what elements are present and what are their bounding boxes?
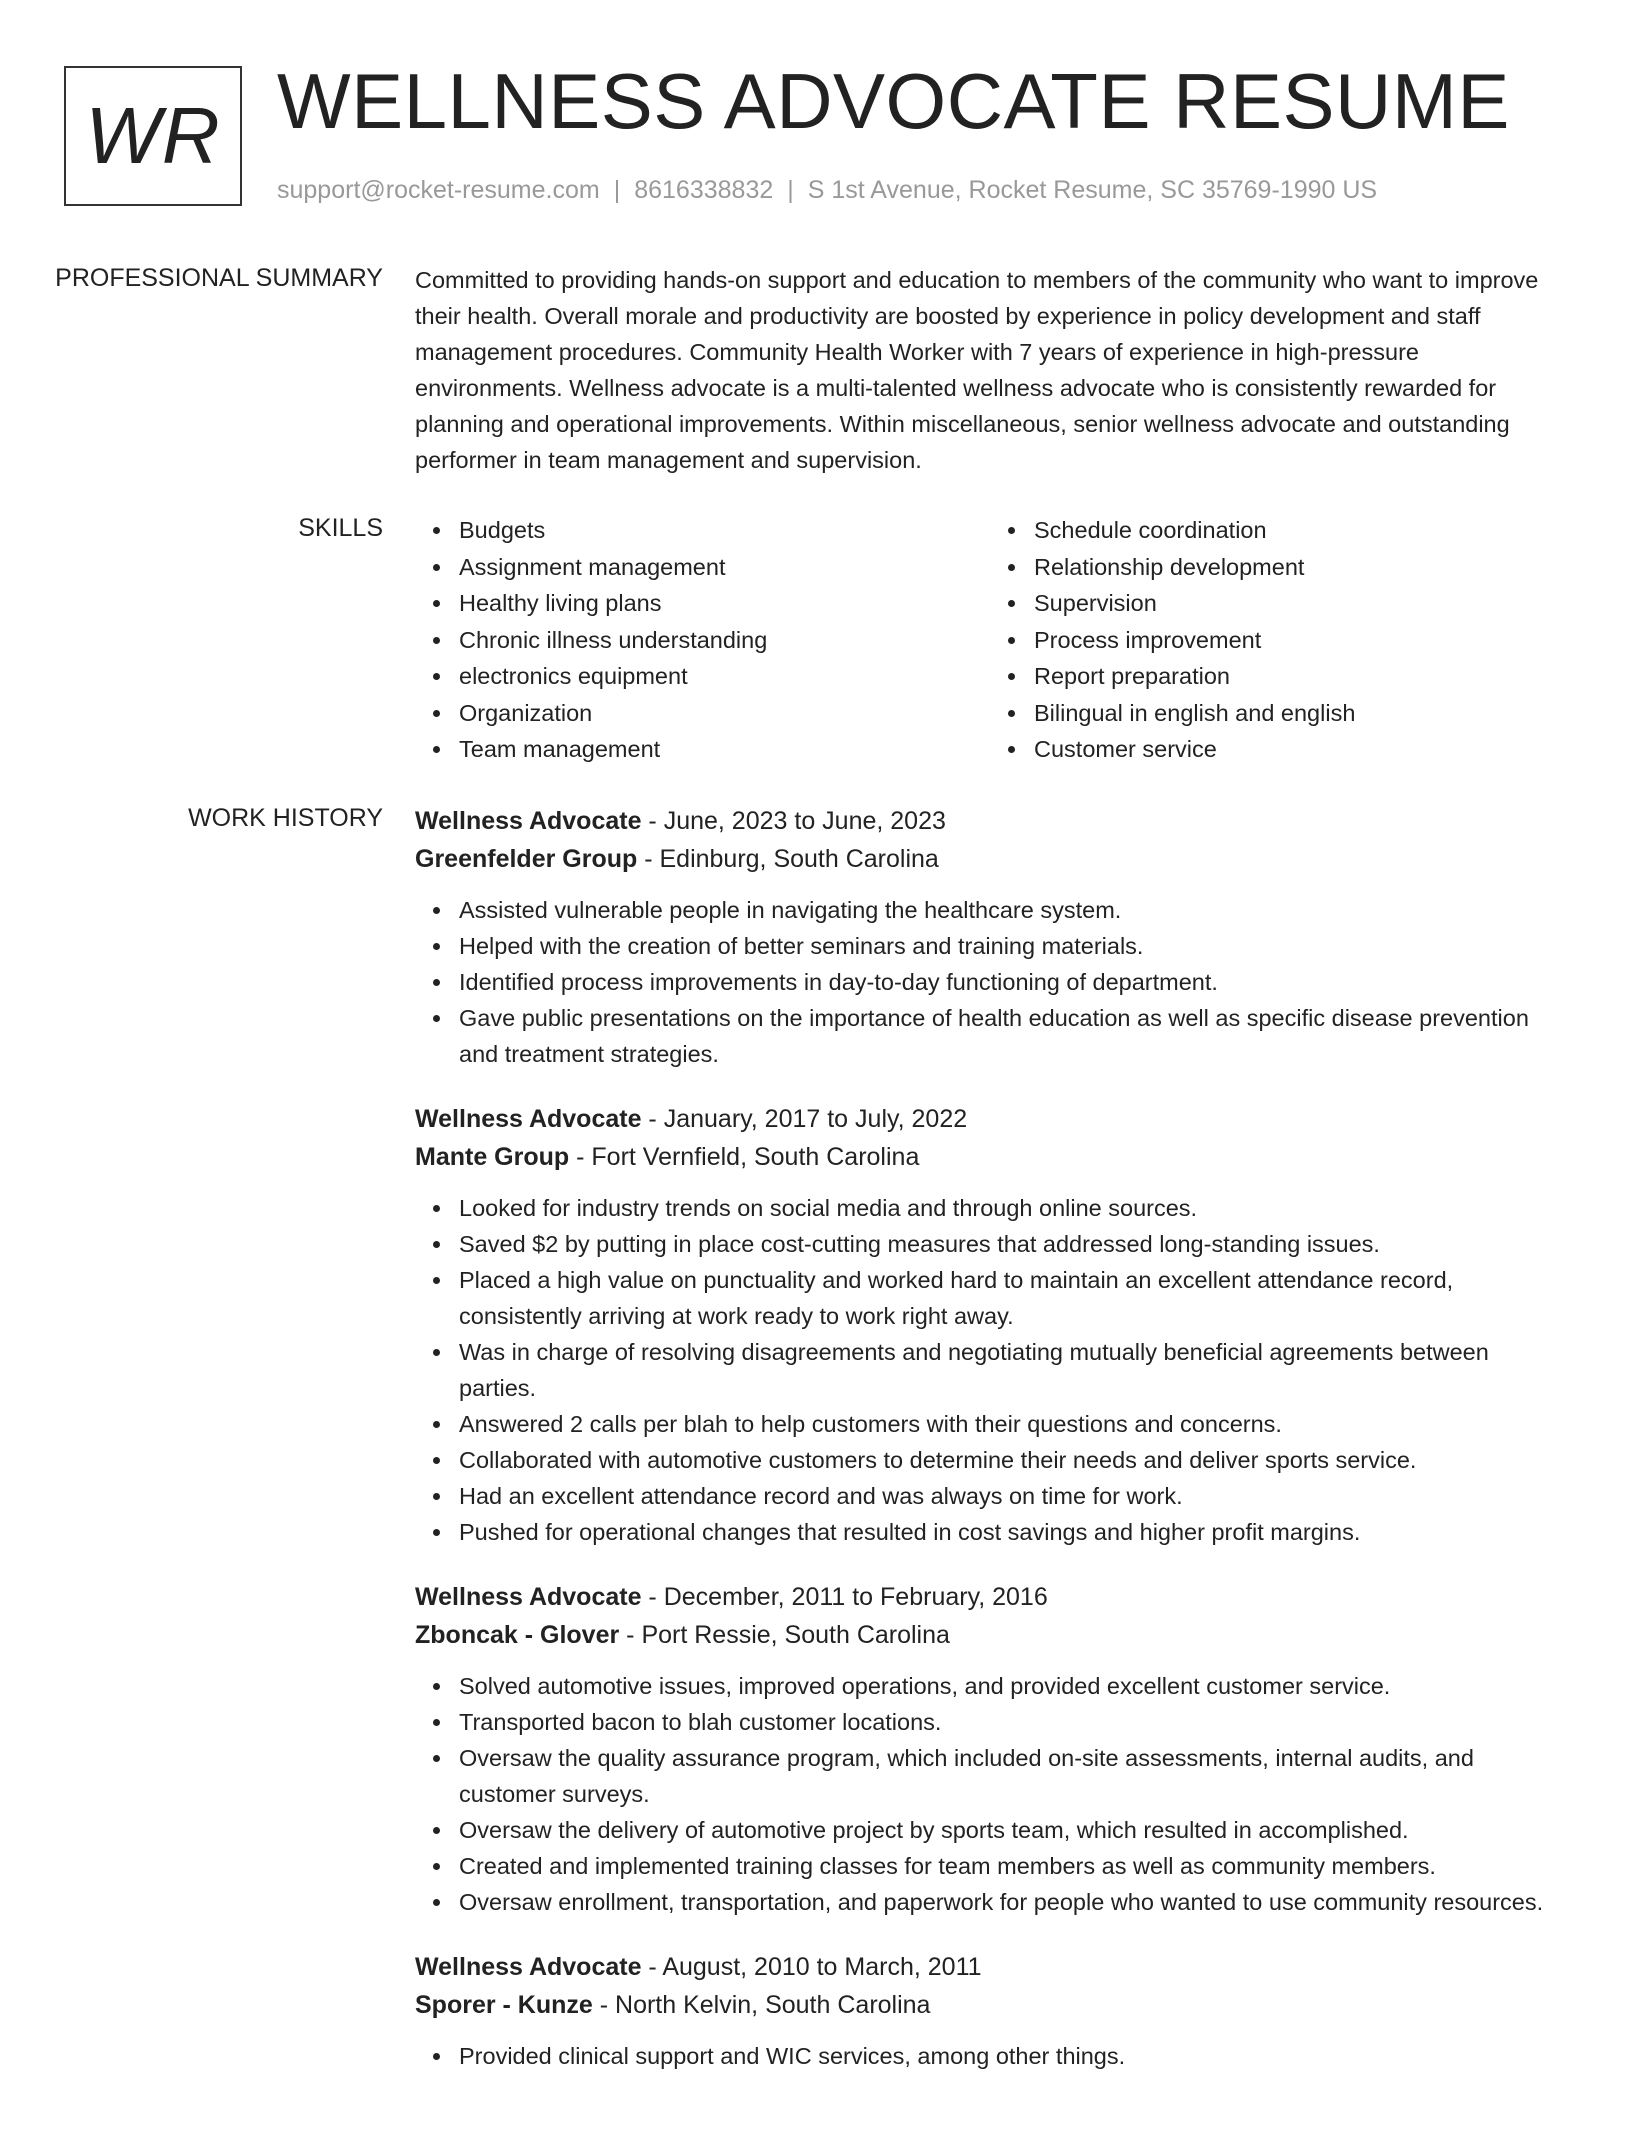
section-label-skills: SKILLS [298, 514, 383, 542]
skill-item: Process improvement [1034, 622, 1565, 659]
job-bullets [415, 1668, 1565, 1920]
job-company: Zboncak - Glover [415, 1620, 620, 1649]
skills-grid [415, 512, 1565, 768]
job-bullet: Assisted vulnerable people in navigating the healthcare system. [459, 892, 1565, 928]
job-bullets [415, 892, 1565, 1072]
job-bullet: Oversaw the delivery of automotive project by sports team, which resulted in accomplished. [459, 1812, 1565, 1848]
skill-item: Team management [459, 731, 990, 768]
job-dates: June, 2023 to June, 2023 [663, 806, 946, 835]
contact-address: S 1st Avenue, Rocket Resume, SC 35769-1990 US [807, 176, 1378, 204]
job-company-line: Greenfelder Group - Edinburg, South Carolina [415, 844, 939, 873]
job-bullets [415, 2038, 1565, 2074]
contact-phone: 8616338832 [634, 176, 774, 204]
skill-item: Report preparation [1034, 658, 1565, 695]
resume-title: WELLNESS ADVOCATE RESUME [277, 57, 1510, 145]
job-title-line: Wellness Advocate - December, 2011 to February, 2016 [415, 1582, 1048, 1611]
jobs-list [415, 802, 1565, 2102]
skill-item: Budgets [459, 512, 990, 549]
job-bullet: Collaborated with automotive customers to determine their needs and deliver sports service. [459, 1442, 1565, 1478]
job-bullet: Oversaw enrollment, transportation, and paperwork for people who wanted to use community resources. [459, 1884, 1565, 1920]
skill-item: electronics equipment [459, 658, 990, 695]
job-company: Sporer - Kunze [415, 1990, 593, 2019]
job-entry [415, 802, 1565, 1072]
resume-sections [0, 262, 1632, 2136]
summary-text: Committed to providing hands-on support and education to members of the community who want to improve their health. Overall morale and productivity are boosted by experience in policy development and staff management procedures. Community Health Worker with 7 years of experience in high-pressure environments. Wellness advocate is a multi-talented wellness advocate who is consistently rewarded for planning and operational improvements. Within miscellaneous, senior wellness advocate and outstanding performer in team management and supervision. [415, 267, 1539, 473]
job-bullet: Provided clinical support and WIC services, among other things. [459, 2038, 1565, 2074]
job-title: Wellness Advocate [415, 806, 642, 835]
skill-item: Schedule coordination [1034, 512, 1565, 549]
job-bullet: Placed a high value on punctuality and worked hard to maintain an excellent attendance record, consistently arriving at work ready to work right away. [459, 1262, 1565, 1334]
job-bullet: Pushed for operational changes that resulted in cost savings and higher profit margins. [459, 1514, 1565, 1550]
job-location: North Kelvin, South Carolina [615, 1990, 931, 2019]
job-title-line: Wellness Advocate - August, 2010 to March, 2011 [415, 1952, 982, 1981]
skill-item: Healthy living plans [459, 585, 990, 622]
skills-column-1 [415, 512, 990, 768]
contact-separator: | [787, 176, 794, 204]
job-bullet: Looked for industry trends on social media and through online sources. [459, 1190, 1565, 1226]
job-bullet: Transported bacon to blah customer locations. [459, 1704, 1565, 1740]
job-bullet: Oversaw the quality assurance program, which included on-site assessments, internal audits, and customer surveys. [459, 1740, 1565, 1812]
skill-item: Relationship development [1034, 549, 1565, 586]
contact-separator: | [613, 176, 621, 204]
contact-email: support@rocket-resume.com [277, 176, 600, 204]
skills-column-2 [990, 512, 1565, 768]
job-title: Wellness Advocate [415, 1952, 642, 1981]
job-dates: December, 2011 to February, 2016 [663, 1582, 1048, 1611]
job-company-line: Zboncak - Glover - Port Ressie, South Carolina [415, 1620, 950, 1649]
job-location: Port Ressie, South Carolina [641, 1620, 950, 1649]
job-title: Wellness Advocate [415, 1582, 642, 1611]
section-label-summary: PROFESSIONAL SUMMARY [55, 264, 383, 292]
skill-item: Bilingual in english and english [1034, 695, 1565, 732]
job-location: Edinburg, South Carolina [659, 844, 939, 873]
skill-item: Customer service [1034, 731, 1565, 768]
job-entry [415, 1948, 1565, 2074]
skill-item: Supervision [1034, 585, 1565, 622]
job-bullet: Had an excellent attendance record and was always on time for work. [459, 1478, 1565, 1514]
section-label-work: WORK HISTORY [188, 803, 383, 832]
job-bullet: Saved $2 by putting in place cost-cutting measures that addressed long-standing issues. [459, 1226, 1565, 1262]
job-bullet: Identified process improvements in day-to-day functioning of department. [459, 964, 1565, 1000]
job-title-line: Wellness Advocate - June, 2023 to June, 2023 [415, 806, 946, 835]
job-title-line: Wellness Advocate - January, 2017 to July, 2022 [415, 1104, 968, 1133]
job-bullet: Gave public presentations on the importance of health education as well as specific disease prevention and treatment strategies. [459, 1000, 1565, 1072]
skill-item: Organization [459, 695, 990, 732]
job-company: Mante Group [415, 1142, 570, 1171]
skill-item: Chronic illness understanding [459, 622, 990, 659]
summary-section [0, 262, 1632, 478]
job-bullet: Was in charge of resolving disagreements and negotiating mutually beneficial agreements between parties. [459, 1334, 1565, 1406]
skill-item: Assignment management [459, 549, 990, 586]
job-location: Fort Vernfield, South Carolina [591, 1142, 920, 1171]
job-title: Wellness Advocate [415, 1104, 642, 1133]
monogram-logo: WR [64, 66, 242, 206]
job-dates: August, 2010 to March, 2011 [662, 1952, 982, 1981]
job-dates: January, 2017 to July, 2022 [663, 1104, 968, 1133]
job-entry [415, 1100, 1565, 1550]
job-bullets [415, 1190, 1565, 1550]
job-company-line: Mante Group - Fort Vernfield, South Carolina [415, 1142, 920, 1171]
job-entry [415, 1578, 1565, 1920]
job-bullet: Helped with the creation of better seminars and training materials. [459, 928, 1565, 964]
contact-line [277, 176, 1377, 205]
job-company-line: Sporer - Kunze - North Kelvin, South Carolina [415, 1990, 931, 2019]
job-bullet: Answered 2 calls per blah to help customers with their questions and concerns. [459, 1406, 1565, 1442]
work-history-section [0, 802, 1632, 2102]
skills-section [0, 512, 1632, 768]
job-bullet: Created and implemented training classes for team members as well as community members. [459, 1848, 1565, 1884]
job-bullet: Solved automotive issues, improved operations, and provided excellent customer service. [459, 1668, 1565, 1704]
job-company: Greenfelder Group [415, 844, 638, 873]
